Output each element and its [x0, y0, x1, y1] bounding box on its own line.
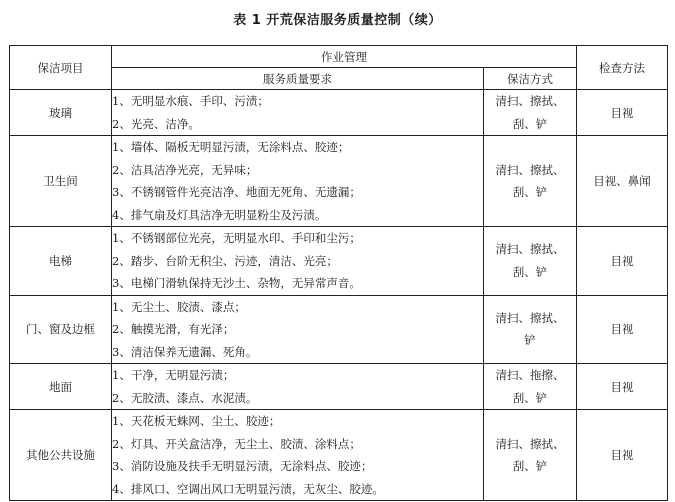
requirement-line: 1、墙体、隔板无明显污渍，无涂料点、胶迹；: [112, 140, 350, 154]
method-cell: [484, 295, 577, 364]
header-requirements: 服务质量要求: [112, 68, 484, 90]
method-line: 刮、铲: [512, 264, 548, 279]
header-item: 保洁项目: [10, 46, 112, 90]
requirement-line: 1、无明显水痕、手印、污渍；: [112, 94, 269, 108]
method-cell: [484, 136, 577, 227]
requirement-line: 3、不锈钢管件光亮洁净、地面无死角、无遗漏；: [112, 185, 361, 199]
quality-control-table: [9, 45, 668, 501]
requirement-line: 3、清洁保养无遗漏、死角。: [112, 344, 258, 359]
table-row: [10, 136, 668, 227]
requirements-cell: [112, 364, 484, 410]
header-row-1: [10, 46, 668, 68]
requirement-line: 4、排气扇及灯具洁净无明显粉尘及污渍。: [112, 207, 327, 222]
requirement-line: 2、踏步、台阶无积尘、污迹，清洁、光亮；: [112, 253, 338, 268]
method-line: 刮、铲: [512, 116, 548, 131]
item-cell: 电梯: [10, 227, 112, 296]
method-line: 刮、铲: [512, 185, 548, 199]
requirement-line: 2、无胶渍、漆点、水泥渍。: [112, 390, 258, 405]
requirement-line: 2、灯具、开关盒洁净，无尘土、胶渍、涂料点；: [112, 436, 361, 451]
requirements-cell: [112, 136, 484, 227]
method-line: 刮、铲: [512, 390, 548, 405]
table-row: [10, 364, 668, 410]
method-cell: [484, 364, 577, 410]
inspection-cell: 目视: [577, 90, 668, 136]
method-line: 清扫、擦拭、: [495, 310, 565, 325]
requirement-line: 1、天花板无蛛网、尘土、胶迹；: [112, 414, 281, 428]
item-cell: 卫生间: [10, 136, 112, 227]
requirement-line: 3、电梯门滑轨保持无沙土、杂物，无异常声音。: [112, 276, 361, 290]
requirement-line: 2、光亮、洁净。: [112, 116, 200, 131]
table-row: [10, 410, 668, 501]
requirements-cell: [112, 227, 484, 296]
inspection-cell: 目视: [577, 364, 668, 410]
method-line: 清扫、擦拭、: [495, 94, 565, 108]
table-row: [10, 295, 668, 364]
requirements-cell: [112, 295, 484, 364]
item-cell: 地面: [10, 364, 112, 410]
requirement-line: 4、排风口、空调出风口无明显污渍，无灰尘、胶迹。: [112, 481, 384, 496]
inspection-cell: 目视: [577, 410, 668, 501]
method-line: 清扫、擦拭、: [495, 162, 565, 177]
item-cell: 玻璃: [10, 90, 112, 136]
item-cell: 门、窗及边框: [10, 295, 112, 364]
method-line: 清扫、擦拭、: [495, 436, 565, 451]
requirement-line: 1、干净，无明显污渍；: [112, 368, 235, 382]
requirement-line: 3、消防设施及扶手无明显污渍，无涂料点、胶迹；: [112, 459, 373, 473]
table-row: [10, 90, 668, 136]
requirements-cell: [112, 410, 484, 501]
method-cell: [484, 227, 577, 296]
requirement-line: 1、不锈钢部位光亮，无明显水印、手印和尘污；: [112, 231, 361, 245]
table-row: [10, 227, 668, 296]
header-inspection: 检查方法: [577, 46, 668, 90]
method-line: 刮、铲: [512, 459, 548, 473]
header-method: 保洁方式: [484, 68, 577, 90]
requirement-line: 2、触摸光滑，有光泽；: [112, 322, 235, 336]
method-cell: [484, 90, 577, 136]
inspection-cell: 目视: [577, 295, 668, 364]
method-line: 清扫、擦拭、: [495, 242, 565, 257]
requirements-cell: [112, 90, 484, 136]
inspection-cell: 目视: [577, 227, 668, 296]
header-group: 作业管理: [112, 46, 577, 68]
inspection-cell: 目视、鼻闻: [577, 136, 668, 227]
method-line: 清扫、拖擦、: [495, 368, 565, 382]
requirement-line: 1、无尘土、胶渍、漆点；: [112, 299, 246, 314]
method-line: 铲: [524, 333, 536, 348]
item-cell: 其他公共设施: [10, 410, 112, 501]
method-cell: [484, 410, 577, 501]
requirement-line: 2、洁具洁净光亮，无异味；: [112, 162, 258, 177]
table-title: 表 1 开荒保洁服务质量控制（续）: [233, 13, 442, 28]
